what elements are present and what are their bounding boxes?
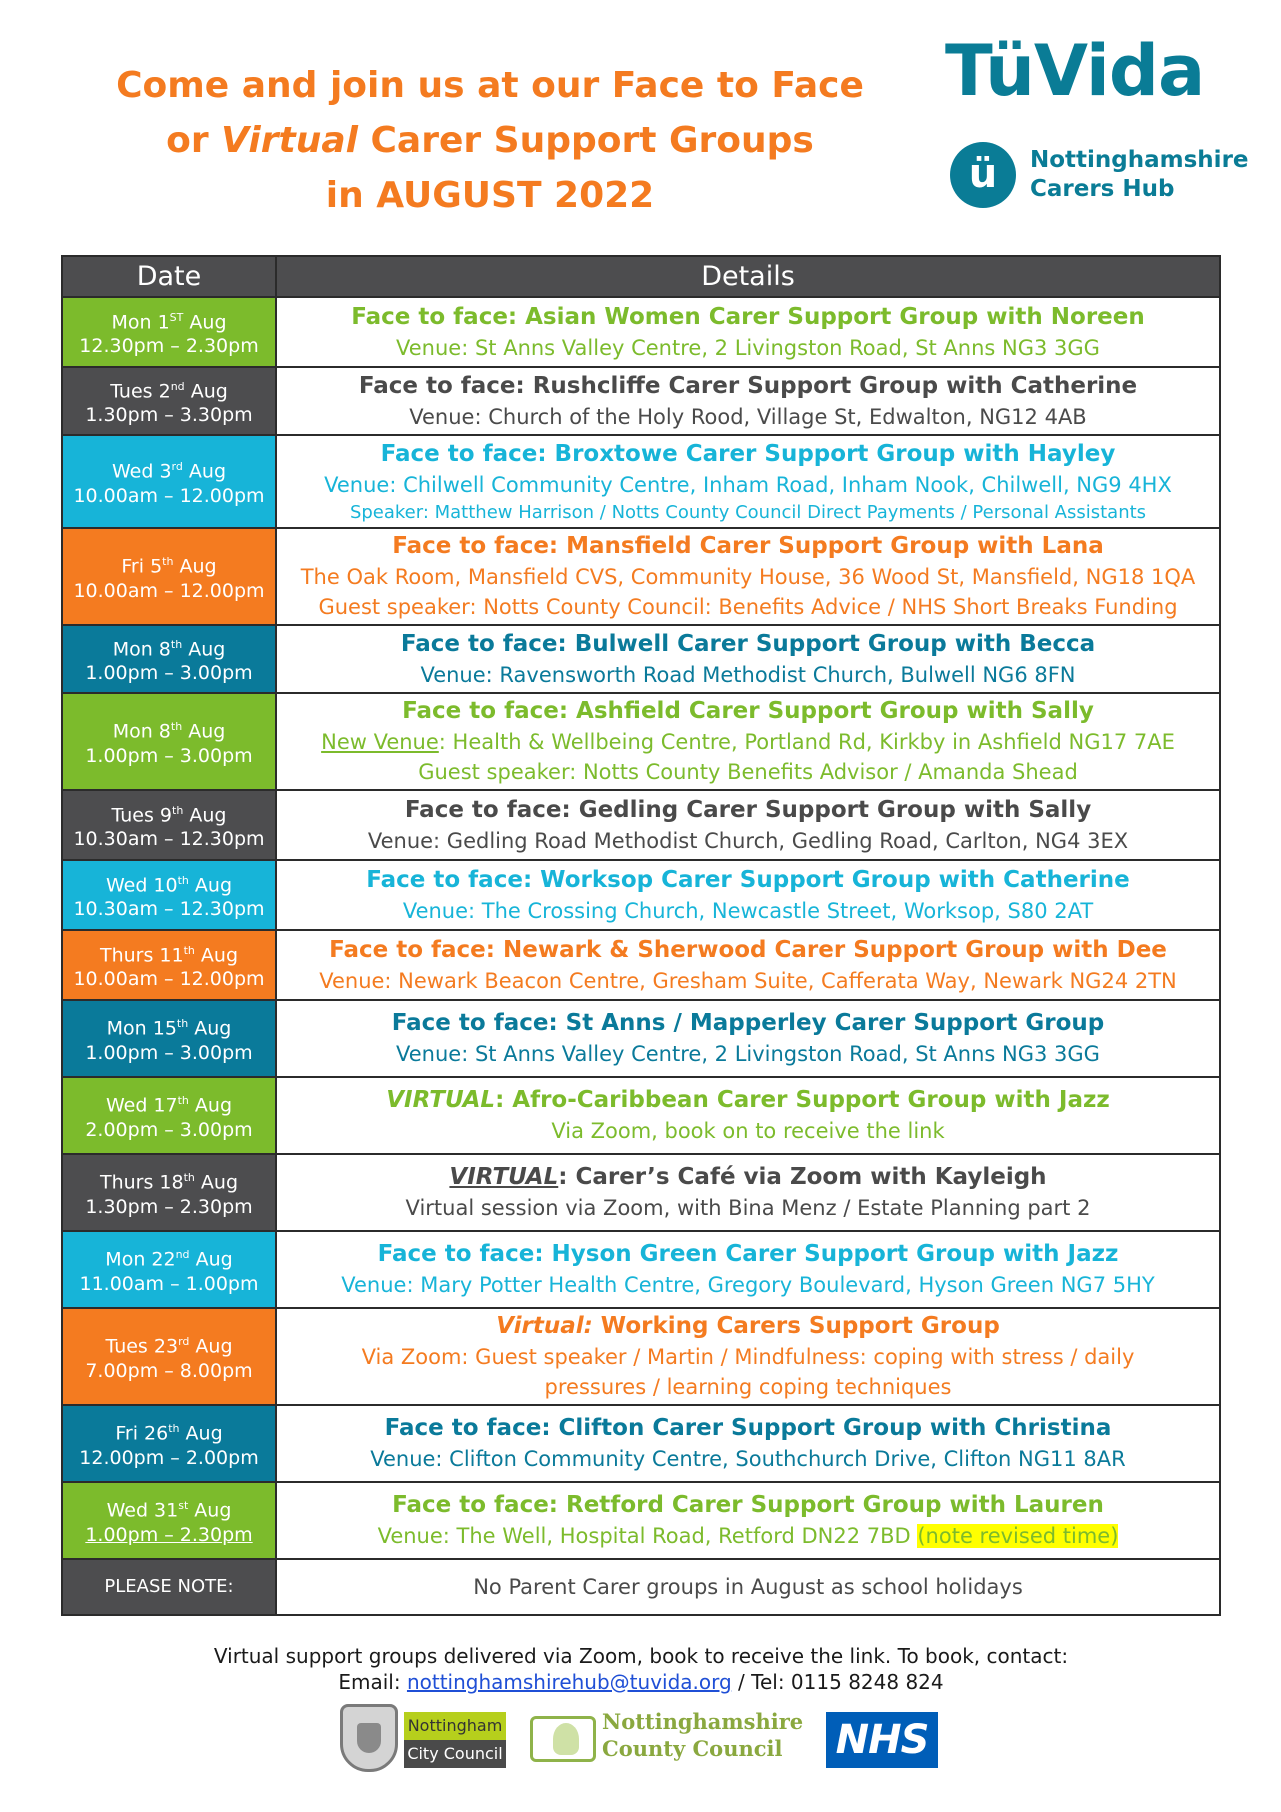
- row-time: 10.00am – 12.00pm: [73, 484, 265, 507]
- table-row: [62, 1231, 1220, 1308]
- row-details-cell: [276, 297, 1220, 367]
- note-text-cell: [276, 1559, 1220, 1615]
- row-venue-text: : Health & Wellbeing Centre, Portland Rd, Kirkby in Ashfield NG17 7AE: [438, 730, 1175, 754]
- row-venue: Venue: Mary Potter Health Centre, Gregory Boulevard, Hyson Green NG7 5HY: [341, 1273, 1155, 1297]
- row-day-suffix: nd: [175, 1248, 190, 1262]
- row-title: Face to face: Ashfield Carer Support Group with Sally: [402, 698, 1094, 724]
- table-row: [62, 625, 1220, 693]
- row-time: 12.30pm – 2.30pm: [79, 335, 259, 358]
- row-date-cell: [62, 297, 276, 367]
- row-details-cell: [276, 860, 1220, 930]
- row-speaker: Guest speaker: Notts County Council: Benefits Advice / NHS Short Breaks Funding: [318, 595, 1178, 619]
- county-council-line-2: County Council: [602, 1736, 783, 1761]
- row-day: Thurs 18: [99, 1171, 184, 1194]
- row-speaker: Speaker: Matthew Harrison / Notts County Council Direct Payments / Personal Assistants: [349, 501, 1147, 523]
- row-month: Aug: [182, 638, 226, 661]
- row-title: [283, 1085, 1213, 1116]
- carers-hub-line-1: Nottinghamshire: [1030, 147, 1249, 173]
- row-venue: Venue: St Anns Valley Centre, 2 Livingston Road, St Anns NG3 3GG: [396, 1042, 1100, 1066]
- crest-shield-icon: [357, 1723, 381, 1753]
- row-day: Wed 17: [105, 1094, 178, 1117]
- row-venue: Venue: Chilwell Community Centre, Inham Road, Inham Nook, Chilwell, NG9 4HX: [324, 472, 1172, 497]
- carers-hub-text: [1030, 146, 1249, 204]
- row-venue: Venue: Gedling Road Methodist Church, Gedling Road, Carlton, NG4 3EX: [367, 828, 1129, 853]
- row-day-suffix: th: [162, 555, 174, 569]
- row-month: Aug: [182, 720, 226, 743]
- row-title: Face to face: Rushcliffe Carer Support Group with Catherine: [358, 372, 1138, 399]
- row-time: 11.00am – 1.00pm: [79, 1272, 259, 1295]
- row-date-cell: [62, 930, 276, 1000]
- title-line-3: in AUGUST 2022: [325, 175, 655, 216]
- row-month: Aug: [188, 1017, 232, 1040]
- row-title-text: : Carer’s Café via Zoom with Kayleigh: [558, 1164, 1047, 1190]
- row-day: Thurs 11: [99, 944, 184, 967]
- row-details-cell: [276, 528, 1220, 625]
- row-title: Face to face: Worksop Carer Support Group with Catherine: [366, 866, 1130, 893]
- carers-hub-line-2: Carers Hub: [1030, 176, 1175, 202]
- row-month: Aug: [182, 460, 226, 483]
- row-date-cell: [62, 1000, 276, 1077]
- row-day: Wed 10: [105, 874, 178, 897]
- row-day-suffix: th: [170, 720, 183, 734]
- row-month: Aug: [184, 380, 228, 403]
- carers-hub-icon: ü: [950, 142, 1016, 208]
- row-speaker: Guest speaker: Notts County Benefits Advisor / Amanda Shead: [418, 760, 1078, 784]
- row-date-cell: [62, 790, 276, 860]
- footer-contact: [61, 1643, 1221, 1695]
- note-label-cell: PLEASE NOTE:: [62, 1559, 276, 1615]
- row-details-cell: [276, 693, 1220, 790]
- row-time: 1.00pm – 2.30pm: [85, 1523, 253, 1546]
- row-venue: The Oak Room, Mansfield CVS, Community House, 36 Wood St, Mansfield, NG18 1QA: [300, 565, 1196, 589]
- row-day-suffix: th: [168, 1422, 180, 1436]
- note-text: No Parent Carer groups in August as school holidays: [473, 1575, 1023, 1599]
- footer-line-2: [61, 1669, 1221, 1695]
- row-month: Aug: [188, 1499, 232, 1522]
- row-month: Aug: [194, 944, 239, 967]
- row-day-suffix: rd: [171, 460, 183, 474]
- table-row: [62, 1482, 1220, 1559]
- row-venue: Venue: Clifton Community Centre, Southchurch Drive, Clifton NG11 8AR: [370, 1447, 1126, 1471]
- row-time: 12.00pm – 2.00pm: [79, 1446, 259, 1469]
- tree-icon: [553, 1723, 579, 1755]
- table-row-note: [62, 1559, 1220, 1615]
- table-row: [62, 1405, 1220, 1482]
- table-row: [62, 693, 1220, 790]
- row-day: Tues 2: [110, 380, 171, 403]
- revised-time-note: (note revised time): [917, 1524, 1119, 1548]
- row-title: Face to face: St Anns / Mapperley Carer Support Group: [391, 1010, 1105, 1036]
- row-time: 1.30pm – 2.30pm: [85, 1195, 253, 1218]
- row-date-cell: [62, 528, 276, 625]
- row-time: 7.00pm – 8.00pm: [85, 1359, 253, 1382]
- row-venue: Venue: Church of the Holy Rood, Village St, Edwalton, NG12 4AB: [409, 404, 1087, 429]
- row-day: Mon 22: [105, 1248, 176, 1271]
- row-details-cell: [276, 1154, 1220, 1231]
- row-time: 1.00pm – 3.00pm: [85, 1041, 253, 1064]
- row-title: Face to face: Clifton Carer Support Group with Christina: [384, 1415, 1112, 1441]
- table-row: [62, 1308, 1220, 1405]
- virtual-label: Virtual:: [496, 1313, 593, 1339]
- row-title: Face to face: Gedling Carer Support Group with Sally: [404, 796, 1092, 823]
- row-day-suffix: st: [178, 1499, 189, 1513]
- row-time: 2.00pm – 3.00pm: [85, 1118, 253, 1141]
- row-day: Fri 26: [115, 1422, 169, 1445]
- row-month: Aug: [189, 1335, 233, 1358]
- row-title-text: Working Carers Support Group: [592, 1313, 1000, 1339]
- row-title: Face to face: Broxtowe Carer Support Group with Hayley: [380, 440, 1116, 467]
- virtual-label: VIRTUAL: [449, 1164, 559, 1190]
- row-venue: Venue: Newark Beacon Centre, Gresham Suite, Cafferata Way, Newark NG24 2TN: [319, 968, 1177, 993]
- row-title: Face to face: Bulwell Carer Support Group with Becca: [400, 630, 1096, 657]
- row-date-cell: [62, 1231, 276, 1308]
- row-venue: Via Zoom: Guest speaker / Martin / Mindfulness: coping with stress / daily: [361, 1345, 1135, 1369]
- row-time: 10.00am – 12.00pm: [73, 579, 265, 602]
- row-date-cell: [62, 1077, 276, 1154]
- table-row: [62, 435, 1220, 528]
- table-row: [62, 1000, 1220, 1077]
- row-date-cell: [62, 1482, 276, 1559]
- row-details-cell: [276, 1231, 1220, 1308]
- row-details-cell: [276, 367, 1220, 435]
- row-time: 10.30am – 12.30pm: [73, 898, 265, 921]
- city-council-line-2: City Council: [404, 1740, 506, 1768]
- row-details-cell: [276, 930, 1220, 1000]
- tuvida-logo: TüVida: [945, 30, 1205, 112]
- table-row: [62, 367, 1220, 435]
- row-title: Face to face: Asian Women Carer Support Group with Noreen: [351, 303, 1145, 330]
- city-council-line-1: Nottingham: [404, 1712, 506, 1740]
- row-date-cell: [62, 1308, 276, 1405]
- row-date-cell: [62, 693, 276, 790]
- column-header-details: Details: [276, 256, 1220, 297]
- row-venue: Venue: Ravensworth Road Methodist Church, Bulwell NG6 8FN: [420, 662, 1076, 687]
- row-month: Aug: [189, 1248, 233, 1271]
- row-day: Mon 15: [106, 1017, 177, 1040]
- row-time: 10.30am – 12.30pm: [73, 828, 265, 851]
- row-title: Face to face: Retford Carer Support Group with Lauren: [392, 1492, 1104, 1518]
- row-title: Face to face: Newark & Sherwood Carer Support Group with Dee: [329, 936, 1167, 963]
- row-title: [283, 1311, 1213, 1342]
- row-day: Tues 23: [105, 1335, 179, 1358]
- row-month: Aug: [183, 311, 227, 334]
- row-date-cell: [62, 435, 276, 528]
- schedule-table: [61, 255, 1221, 1616]
- row-day-suffix: th: [170, 637, 183, 651]
- row-day: Mon 8: [112, 720, 171, 743]
- row-day-suffix: th: [176, 1017, 189, 1031]
- row-day-suffix: th: [183, 943, 195, 957]
- email-prefix: Email:: [338, 1670, 407, 1694]
- row-details-cell: [276, 625, 1220, 693]
- city-crest-icon: [340, 1704, 398, 1772]
- table-row: [62, 1077, 1220, 1154]
- row-date-cell: [62, 860, 276, 930]
- new-venue-label: New Venue: [321, 730, 439, 754]
- row-day-suffix: ST: [169, 310, 184, 324]
- row-venue: Venue: The Crossing Church, Newcastle Street, Worksop, S80 2AT: [402, 898, 1094, 923]
- column-header-date: Date: [62, 256, 276, 297]
- row-details-cell: [276, 1405, 1220, 1482]
- row-title-text: : Afro-Caribbean Carer Support Group with Jazz: [495, 1087, 1110, 1113]
- table-row: [62, 860, 1220, 930]
- row-details-cell: [276, 790, 1220, 860]
- row-day-suffix: rd: [178, 1335, 190, 1349]
- row-month: Aug: [188, 1094, 233, 1117]
- row-title: [283, 1162, 1213, 1193]
- table-header-row: [62, 256, 1220, 297]
- row-title: Face to face: Mansfield Carer Support Group with Lana: [392, 533, 1104, 559]
- row-title: Face to face: Hyson Green Carer Support Group with Jazz: [377, 1241, 1119, 1267]
- row-date-cell: [62, 625, 276, 693]
- row-venue: Venue: St Anns Valley Centre, 2 Livingston Road, St Anns NG3 3GG: [396, 335, 1100, 360]
- row-details-cell: [276, 1308, 1220, 1405]
- table-row: [62, 1154, 1220, 1231]
- row-details-cell: [276, 1077, 1220, 1154]
- row-day: Wed 31: [106, 1499, 179, 1522]
- title-line-2-prefix: or: [166, 120, 222, 161]
- title-line-2: [80, 113, 900, 168]
- row-day-suffix: th: [177, 873, 189, 887]
- row-details-cell: [276, 1000, 1220, 1077]
- nottingham-city-council-logo: [404, 1712, 506, 1768]
- row-day-suffix: th: [183, 1171, 195, 1185]
- carers-hub-logo: [950, 138, 1249, 213]
- row-time: 1.00pm – 3.00pm: [85, 744, 253, 767]
- row-month: Aug: [179, 1422, 223, 1445]
- row-day-suffix: th: [172, 803, 184, 817]
- page-title: [80, 58, 900, 223]
- county-council-line-1: Nottinghamshire: [602, 1709, 804, 1734]
- row-day: Fri 5: [121, 555, 163, 578]
- row-month: Aug: [194, 1171, 239, 1194]
- table-row: [62, 528, 1220, 625]
- row-venue-cont: pressures / learning coping techniques: [544, 1375, 952, 1399]
- row-venue: Via Zoom, book on to receive the link: [551, 1119, 945, 1143]
- row-month: Aug: [173, 555, 217, 578]
- row-day-suffix: th: [177, 1094, 189, 1108]
- row-date-cell: [62, 367, 276, 435]
- title-virtual-word: Virtual: [221, 120, 358, 161]
- row-day: Mon 8: [112, 638, 171, 661]
- title-line-1: Come and join us at our Face to Face: [116, 65, 864, 106]
- row-details-cell: [276, 435, 1220, 528]
- table-row: [62, 297, 1220, 367]
- row-time: 10.00am – 12.00pm: [73, 968, 265, 991]
- row-day: Tues 9: [111, 804, 173, 827]
- nhs-logo: NHS: [826, 1712, 938, 1768]
- row-date-cell: [62, 1405, 276, 1482]
- row-venue: [283, 1521, 1213, 1551]
- row-venue-text: Venue: The Well, Hospital Road, Retford DN22 7BD: [377, 1524, 918, 1548]
- phone-number: / Tel: 0115 8248 824: [731, 1670, 944, 1694]
- footer-line-1: Virtual support groups delivered via Zoom, book to receive the link. To book, contact:: [213, 1644, 1069, 1668]
- row-details-cell: [276, 1482, 1220, 1559]
- row-day: Wed 3: [111, 460, 172, 483]
- email-link[interactable]: nottinghamshirehub@tuvida.org: [406, 1670, 732, 1694]
- row-time: 1.30pm – 3.30pm: [85, 404, 253, 427]
- row-day-suffix: nd: [170, 379, 185, 393]
- row-month: Aug: [188, 874, 233, 897]
- row-date-cell: [62, 1154, 276, 1231]
- table-row: [62, 790, 1220, 860]
- row-month: Aug: [183, 804, 227, 827]
- row-time: 1.00pm – 3.00pm: [85, 662, 253, 685]
- partner-logos: [340, 1700, 960, 1780]
- table-row: [62, 930, 1220, 1000]
- row-day: Mon 1: [111, 311, 170, 334]
- county-council-tree-icon: [530, 1716, 596, 1762]
- title-line-2-suffix: Carer Support Groups: [357, 120, 814, 161]
- nottinghamshire-county-council-logo: [602, 1708, 803, 1762]
- row-venue: Virtual session via Zoom, with Bina Menz / Estate Planning part 2: [405, 1196, 1091, 1220]
- row-venue: [283, 727, 1213, 757]
- virtual-label: VIRTUAL: [386, 1087, 496, 1113]
